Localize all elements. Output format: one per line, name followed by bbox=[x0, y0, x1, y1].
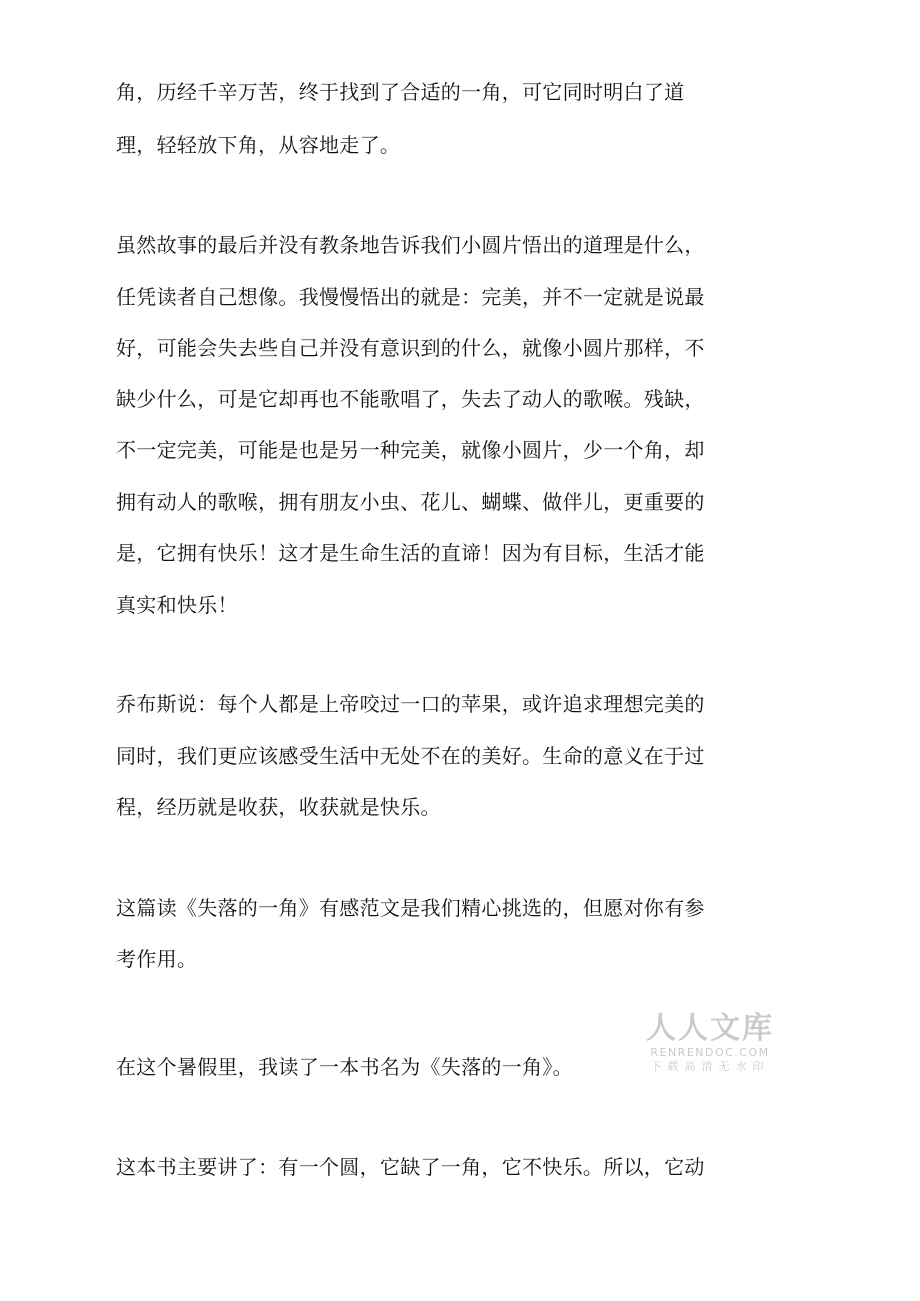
text-line: 角，历经千辛万苦，终于找到了合适的一角，可它同时明白了道 bbox=[116, 80, 685, 104]
text-line: 缺少什么，可是它却再也不能歌唱了，失去了动人的歌喉。残缺， bbox=[116, 387, 705, 411]
text-line: 在这个暑假里，我读了一本书名为《失落的一角》。 bbox=[116, 1055, 573, 1079]
text-line: 考作用。 bbox=[116, 947, 198, 971]
text-line: 真实和快乐！ bbox=[116, 593, 238, 617]
text-line: 好，可能会失去些自己并没有意识到的什么，就像小圆片那样，不 bbox=[116, 336, 705, 360]
text-line: 不一定完美，可能是也是另一种完美，就像小圆片，少一个角，却 bbox=[116, 438, 705, 462]
text-line: 这篇读《失落的一角》有感范文是我们精心挑选的，但愿对你有参 bbox=[116, 896, 705, 920]
watermark-domain: RENRENDOC.COM bbox=[650, 1046, 770, 1059]
text-line: 程，经历就是收获，收获就是快乐。 bbox=[116, 795, 441, 819]
text-line: 乔布斯说：每个人都是上帝咬过一口的苹果，或许追求理想完美的 bbox=[116, 692, 705, 716]
text-line: 任凭读者自己想像。我慢慢悟出的就是：完美，并不一定就是说最 bbox=[116, 285, 705, 309]
watermark-title: 人人文库 bbox=[646, 1011, 774, 1046]
watermark-logo bbox=[640, 1012, 780, 1074]
text-line: 是，它拥有快乐！这才是生命生活的直谛！因为有目标，生活才能 bbox=[116, 541, 705, 565]
text-line: 虽然故事的最后并没有教条地告诉我们小圆片悟出的道理是什么， bbox=[116, 233, 705, 257]
watermark-subtitle: 下载高清无水印 bbox=[650, 1060, 770, 1073]
text-line: 这本书主要讲了：有一个圆，它缺了一角，它不快乐。所以，它动 bbox=[116, 1155, 705, 1179]
text-line: 理，轻轻放下角，从容地走了。 bbox=[116, 133, 401, 157]
text-line: 同时，我们更应该感受生活中无处不在的美好。生命的意义在于过 bbox=[116, 744, 705, 768]
text-line: 拥有动人的歌喉，拥有朋友小虫、花儿、蝴蝶、做伴儿，更重要的 bbox=[116, 490, 705, 514]
